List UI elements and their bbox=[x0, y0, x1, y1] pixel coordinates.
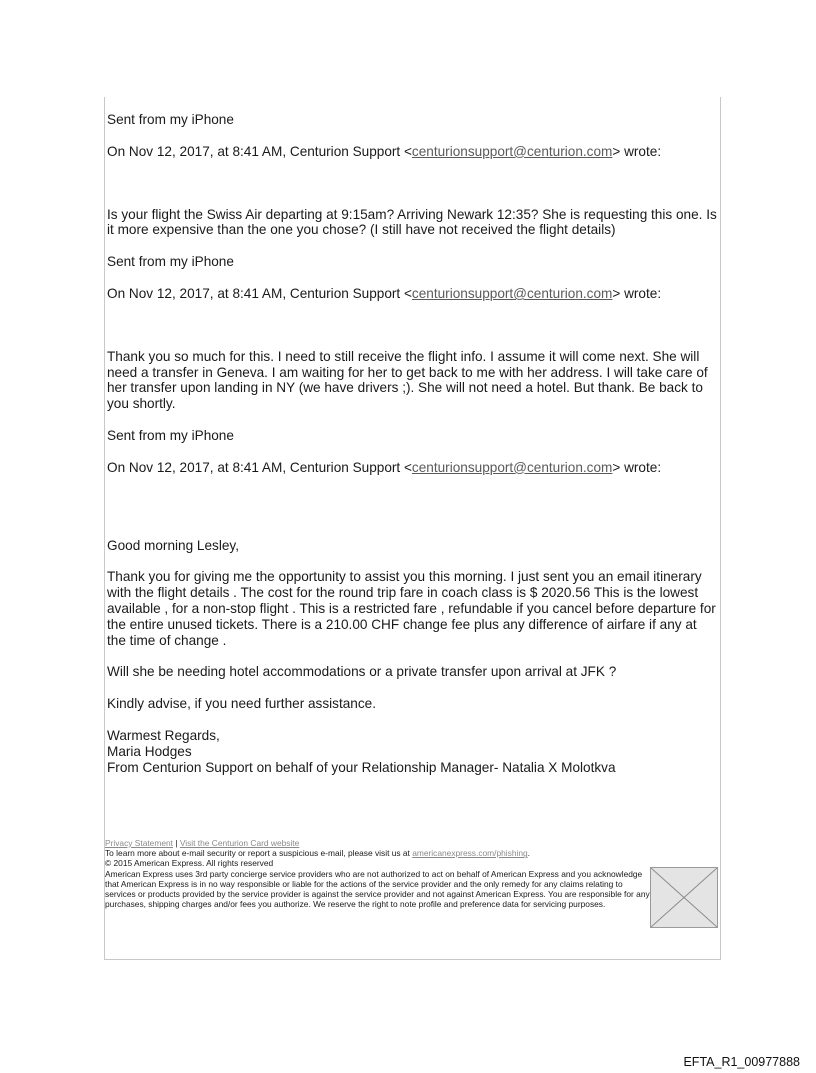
privacy-statement-link[interactable]: Privacy Statement bbox=[105, 838, 173, 848]
sent-from-line: Sent from my iPhone bbox=[107, 427, 234, 443]
reply-header: On Nov 12, 2017, at 8:41 AM, Centurion Support <centurionsupport@centurion.com> wrote: bbox=[107, 143, 662, 159]
sent-from-line: Sent from my iPhone bbox=[107, 254, 234, 270]
reply-header: On Nov 12, 2017, at 8:41 AM, Centurion Support <centurionsupport@centurion.com> wrote: bbox=[107, 285, 662, 301]
reply-header: On Nov 12, 2017, at 8:41 AM, Centurion Support <centurionsupport@centurion.com> wrote: bbox=[107, 459, 662, 475]
disclaimer: American Express uses 3rd party concierge service providers who are not authorized to act on behalf of American Express and you acknowledge that American Express is in no way responsible or liable for the actions of the service provider and the only remedy for any claims relating to services or products provided by the service provider is against the service provider and not against American Express. You are responsible for any purchases, shipping charges and/or fees you authorize. We reserve the right to note profile and preference data for servicing purposes. bbox=[105, 868, 650, 910]
phishing-link[interactable]: americanexpress.com/phishing bbox=[412, 848, 528, 859]
copyright: © 2015 American Express. All rights reserved bbox=[105, 858, 274, 869]
message-paragraph: Is your flight the Swiss Air departing at 9:15am? Arriving Newark 12:35? She is requesting this one. Is it more expensive than the one you chose? (I still have not received the flight details) bbox=[107, 206, 717, 238]
footer-links: Privacy Statement | Visit the Centurion Card website bbox=[105, 838, 300, 848]
signature-title: From Centurion Support on behalf of your Relationship Manager- Natalia X Molotkva bbox=[107, 759, 616, 775]
security-notice: To learn more about e-mail security or report a suspicious e-mail, please visit us at americanexpress.com/phishing. bbox=[105, 848, 530, 859]
message-paragraph: Will she be needing hotel accommodations or a private transfer upon arrival at JFK ? bbox=[107, 664, 617, 680]
signature-name: Maria Hodges bbox=[107, 743, 192, 759]
greeting: Good morning Lesley, bbox=[107, 537, 239, 553]
document-id: EFTA_R1_00977888 bbox=[683, 1055, 800, 1069]
image-placeholder-icon bbox=[651, 868, 717, 927]
signature-closing: Warmest Regards, bbox=[107, 727, 220, 743]
email-link[interactable]: centurionsupport@centurion.com bbox=[411, 285, 613, 301]
email-link[interactable]: centurionsupport@centurion.com bbox=[411, 143, 613, 159]
message-paragraph: Thank you so much for this. I need to still receive the flight info. I assume it will come next. She will need a transfer in Geneva. I am waiting for her to get back to me with her address. I will take care of her transfer upon landing in NY (we have drivers ;). She will not need a hotel. But thank. Be back to you shortly. bbox=[107, 348, 708, 412]
message-paragraph: Kindly advise, if you need further assistance. bbox=[107, 696, 377, 712]
email-link[interactable]: centurionsupport@centurion.com bbox=[411, 459, 613, 475]
broken-image-placeholder bbox=[650, 867, 718, 928]
centurion-website-link[interactable]: Visit the Centurion Card website bbox=[179, 838, 300, 848]
message-paragraph: Thank you for giving me the opportunity to assist you this morning. I just sent you an email itinerary with the flight details . The cost for the round trip fare in coach class is $ 2020.56 This is the lowest available , for a non-stop flight . This is a restricted fare , refundable if you cancel before departure for the entire unused tickets. There is a 210.00 CHF change fee plus any difference of airfare if any at the time of change . bbox=[107, 569, 716, 648]
sent-from-line: Sent from my iPhone bbox=[107, 112, 234, 127]
email-body bbox=[107, 112, 717, 775]
email-footer bbox=[105, 838, 650, 909]
